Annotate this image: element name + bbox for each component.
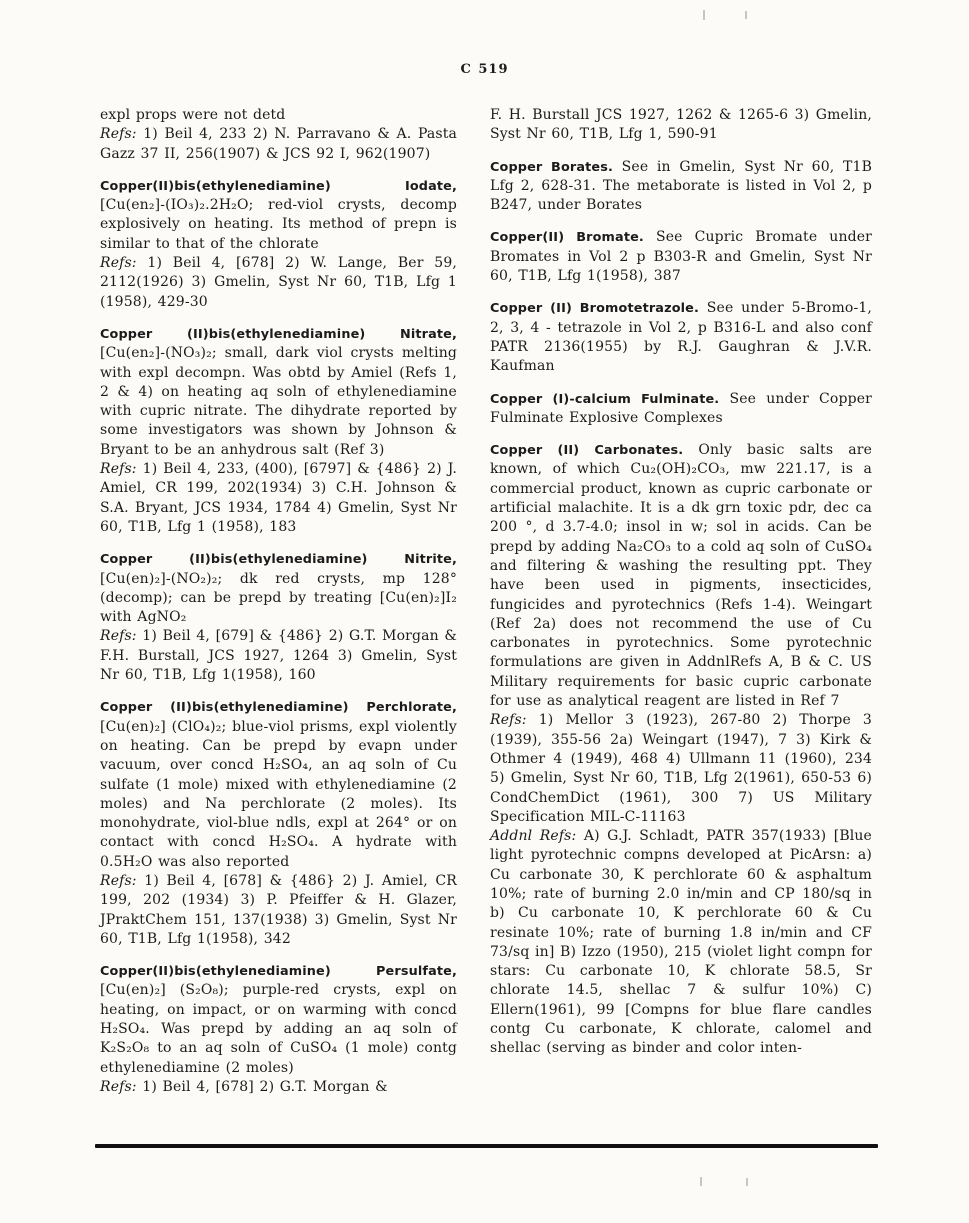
bottom-rule (95, 1144, 878, 1148)
entry-body: Copper Borates. See in Gmelin, Syst Nr 60, T1B Lfg 2, 628-31. The metaborate is listed in Vol 2, p B247, under Borates (490, 158, 873, 214)
entry-heading: Copper (II)bis(ethylenediamine) Perchlorate, (100, 700, 457, 716)
entry-body: Copper (II) Bromotetrazole. See under 5-Bromo-1, 2, 3, 4 - tetrazole in Vol 2, p B316-L and also conf PATR 2136(1955) by R.J. Gaughran & J.V.R. Kaufman (490, 300, 873, 375)
refs-label: Refs: (100, 628, 137, 645)
refs-label: Refs: (100, 872, 137, 889)
refs-label: Refs: (100, 255, 137, 272)
scan-artifact (703, 10, 705, 20)
refs-label: Refs: (100, 461, 137, 478)
entry-body: Copper(II)bis(ethylenediamine) Iodate, [Cu(en₂]-(IO₃)₂.2H₂O; red-viol crysts, decomp explosively on heating. Its method of prepn is similar to that of the chlorate (100, 178, 457, 252)
entry-heading: Copper(II)bis(ethylenediamine) Iodate, (100, 178, 457, 194)
entry-refs: Refs: 1) Beil 4, [678] 2) W. Lange, Ber 59, 2112(1926) 3) Gmelin, Syst Nr 60, T1B, Lfg 1 (1958), 429-30 (100, 255, 457, 310)
entry-heading: Copper Borates. (490, 159, 622, 175)
entry-body: Copper(II)bis(ethylenediamine) Persulfate, [Cu(en)₂] (S₂O₈); purple-red crysts, expl on heating, on impact, or on warming with concd H₂SO₄. Was prepd by adding an aq soln of K₂S₂O₈ to an aq soln of CuSO₄ (1 mole) contg ethylenediamine (2 moles) (100, 964, 457, 1076)
entry-refs: Refs: 1) Beil 4, [679] & {486} 2) G.T. Morgan & F.H. Burstall, JCS 1927, 1264 3) Gmelin, Syst Nr 60, T1B, Lfg 1(1958), 160 (100, 628, 457, 684)
entry-refs: Refs: 1) Mellor 3 (1923), 267-80 2) Thorpe 3 (1939), 355-56 2a) Weingart (1947), 7 3) Kirk & Othmer 4 (1949), 468 4) Ullmann 11 (1960), 234 5) Gmelin, Syst Nr 60, T1B, Lfg 2(1961), 650-53 6) CondChemDict (1961), 300 7) US Military Specification MIL-C-11163 (490, 712, 872, 825)
encyclopedia-entry (490, 228, 872, 286)
encyclopedia-entry (100, 106, 457, 164)
entry-heading: Copper (II) Bromotetrazole. (490, 301, 707, 317)
entry-refs: Refs: 1) Beil 4, [678] & {486} 2) J. Amiel, CR 199, 202 (1934) 3) P. Pfeiffer & H. Glazer, JPraktChem 151, 137(1938) 3) Gmelin, Syst Nr 60, T1B, Lfg 1(1958), 342 (100, 872, 457, 947)
encyclopedia-entry (100, 177, 457, 312)
encyclopedia-entry (100, 325, 457, 537)
right-column (490, 106, 872, 1110)
encyclopedia-entry (490, 106, 872, 145)
left-column (100, 106, 457, 1110)
encyclopedia-entry (100, 962, 457, 1097)
scan-artifact (745, 11, 747, 19)
entry-heading: Copper(II)bis(ethylenediamine) Persulfate, (100, 964, 457, 980)
encyclopedia-entry (490, 299, 872, 376)
entry-refs: Addnl Refs: A) G.J. Schladt, PATR 357(1933) [Blue light pyrotechnic compns developed at PicArsn: a) Cu carbonate 30, K perchlorate 60 & asphaltum 10%; rate of burning 2.0 in/min and CP 180/sq in b) Cu carbonate 10, K perchlorate 60 & Cu resinate 10%; rate of burning 1.8 in/min and CF 73/sq in] B) Izzo (1950), 215 (violet light compn for stars: Cu carbonate 10, K chlorate 58.5, Sr chlorate 14.5, shellac 7 & sulfur 10%) C) Ellern(1961), 99 [Compns for blue flare candles contg Cu carbonate, K chlorate, calomel and shellac (serving as binder and color inten- (490, 828, 872, 1057)
refs-label: Refs: (490, 712, 527, 729)
entry-refs: Refs: 1) Beil 4, [678] 2) G.T. Morgan & (100, 1078, 388, 1095)
entry-body: Copper (II)bis(ethylenediamine) Nitrate, [Cu(en₂]-(NO₃)₂; small, dark viol crysts melting with expl decompn. Was obtd by Amiel (Refs 1, 2 & 4) on heating aq soln of ethylenediamine with cupric nitrate. The dihydrate reported by some investigators was shown by Johnson & Bryant to be an anhydrous salt (Ref 3) (100, 326, 457, 458)
entry-heading: Copper (I)-calcium Fulminate. (490, 391, 730, 407)
entry-body: F. H. Burstall JCS 1927, 1262 & 1265-6 3) Gmelin, Syst Nr 60, T1B, Lfg 1, 590-91 (490, 107, 872, 143)
entry-heading: Copper (II)bis(ethylenediamine) Nitrite, (100, 552, 457, 568)
text-columns (100, 106, 872, 1110)
scan-artifact (700, 1177, 702, 1186)
encyclopedia-entry (490, 441, 872, 1059)
entry-body: Copper (II)bis(ethylenediamine) Perchlorate, [Cu(en)₂] (ClO₄)₂; blue-viol prisms, expl violently on heating. Can be prepd by evapn under vacuum, over concd H₂SO₄, an aq soln of Cu sulfate (1 mole) mixed with ethylenediamine (2 moles) and Na perchlorate (2 moles). Its monohydrate, viol-blue ndls, expl at 264° or on contact with concd H₂SO₄. A hydrate with 0.5H₂O was also reported (100, 700, 457, 870)
encyclopedia-entry (490, 158, 872, 216)
refs-label: Refs: (100, 126, 137, 143)
encyclopedia-entry (100, 698, 457, 949)
entry-body: Copper (II) Carbonates. Only basic salts are known, of which Cu₂(OH)₂CO₃, mw 221.17, is a commercial product, known as cupric carbonate or artificial malachite. It is a dk grn toxic pdr, dec ca 200 °, d 3.7-4.0; insol in w; sol in acids. Can be prepd by adding Na₂CO₃ to a cold aq soln of CuSO₄ and filtering & washing the resulting ppt. They have been used in pigments, insecticides, fungicides and pyrotechnics (Refs 1-4). Weingart (Ref 2a) does not recommend the use of Cu carbonates in pyrotechnics. Some pyrotechnic formulations are given in AddnlRefs A, B & C. US Military requirements for basic cupric carbonate for use as analytical reagent are listed in Ref 7 (490, 442, 872, 710)
entry-refs: Refs: 1) Beil 4, 233 2) N. Parravano & A. Pasta Gazz 37 II, 256(1907) & JCS 92 I, 962(1907) (100, 126, 457, 162)
entry-heading: Copper (II)bis(ethylenediamine) Nitrate, (100, 326, 457, 342)
encyclopedia-entry (490, 390, 872, 429)
entry-body: Copper (II)bis(ethylenediamine) Nitrite, [Cu(en)₂]-(NO₂)₂; dk red crysts, mp 128° (decomp); can be prepd by treating [Cu(en)₂]I₂ with AgNO₂ (100, 552, 457, 626)
entry-body: Copper (I)-calcium Fulminate. See under Copper Fulminate Explosive Complexes (490, 390, 872, 426)
encyclopedia-entry (100, 550, 457, 685)
entry-body: expl props were not detd (100, 107, 286, 123)
refs-label: Addnl Refs: (490, 828, 577, 845)
page-number: C 519 (460, 62, 509, 77)
entry-body: Copper(II) Bromate. See Cupric Bromate under Bromates in Vol 2 p B303-R and Gmelin, Syst Nr 60, T1B, Lfg 1(1958), 387 (490, 229, 873, 285)
scan-artifact (746, 1178, 748, 1186)
entry-refs: Refs: 1) Beil 4, 233, (400), [6797] & {486} 2) J. Amiel, CR 199, 202(1934) 3) C.H. Johnson & S.A. Bryant, JCS 1934, 1784 4) Gmelin, Syst Nr 60, T1B, Lfg 1 (1958), 183 (100, 461, 457, 535)
entry-heading: Copper(II) Bromate. (490, 230, 656, 246)
refs-label: Refs: (100, 1078, 137, 1095)
entry-heading: Copper (II) Carbonates. (490, 443, 699, 459)
